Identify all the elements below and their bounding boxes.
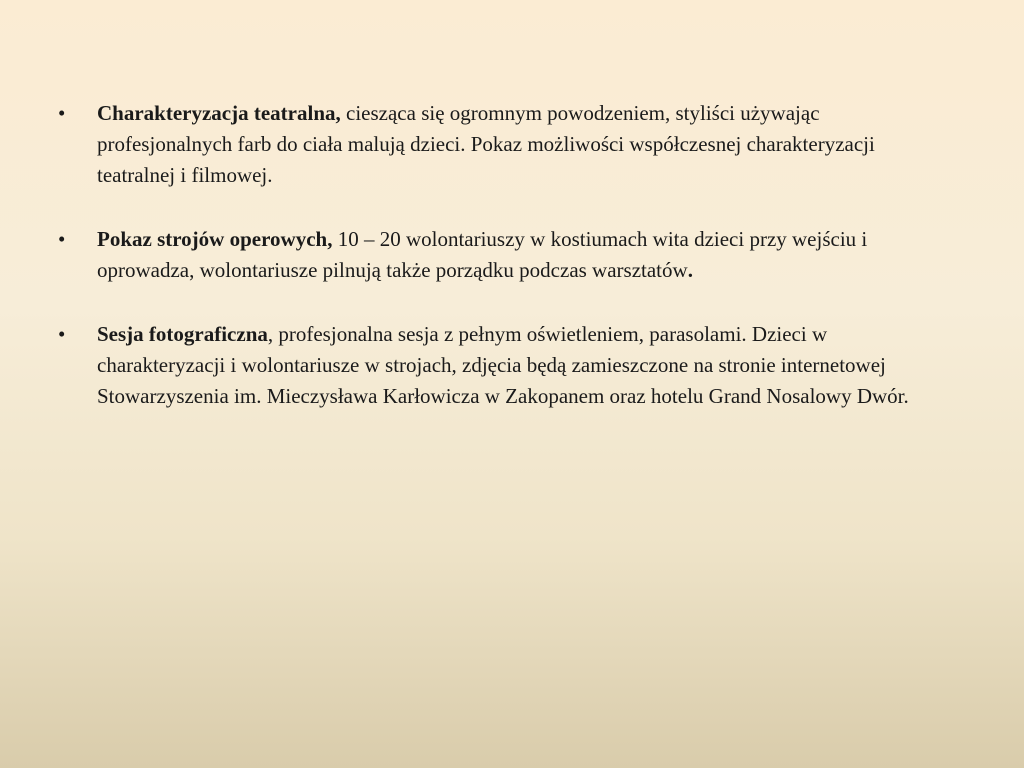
bullet-item-sesja-fotograficzna (58, 319, 958, 412)
bullet-text: ciesząca się ogromnym powodzeniem, styliści używając profesjonalnych farb do ciała malują dzieci. Pokaz możliwości współczesnej charakteryzacji teatralnej i filmowej. (97, 101, 875, 187)
bullet-text: , profesjonalna sesja z pełnym oświetleniem, parasolami. Dzieci w charakteryzacji i wolontariusze w strojach, zdjęcia będą zamieszczone na stronie internetowej Stowarzyszenia im. Mieczysława Karłowicza w Zakopanem oraz hotelu Grand Nosalowy Dwór. (97, 322, 909, 408)
bullet-marker: • (58, 227, 66, 251)
bullet-marker: • (58, 322, 66, 346)
bullet-lead: Pokaz strojów operowych, (97, 227, 333, 251)
bullet-marker: • (58, 101, 66, 125)
bullet-item-charakteryzacja (58, 98, 958, 191)
bullet-item-pokaz-strojow (58, 224, 958, 286)
bullet-text: 10 – 20 wolontariuszy w kostiumach wita dzieci przy wejściu i oprowadza, wolontariusze pilnują także porządku podczas warsztatów (97, 227, 868, 282)
bullet-tail: . (687, 258, 693, 282)
bullet-lead: Charakteryzacja teatralna, (97, 101, 341, 125)
bullet-list (58, 98, 958, 445)
bullet-lead: Sesja fotograficzna (97, 322, 268, 346)
